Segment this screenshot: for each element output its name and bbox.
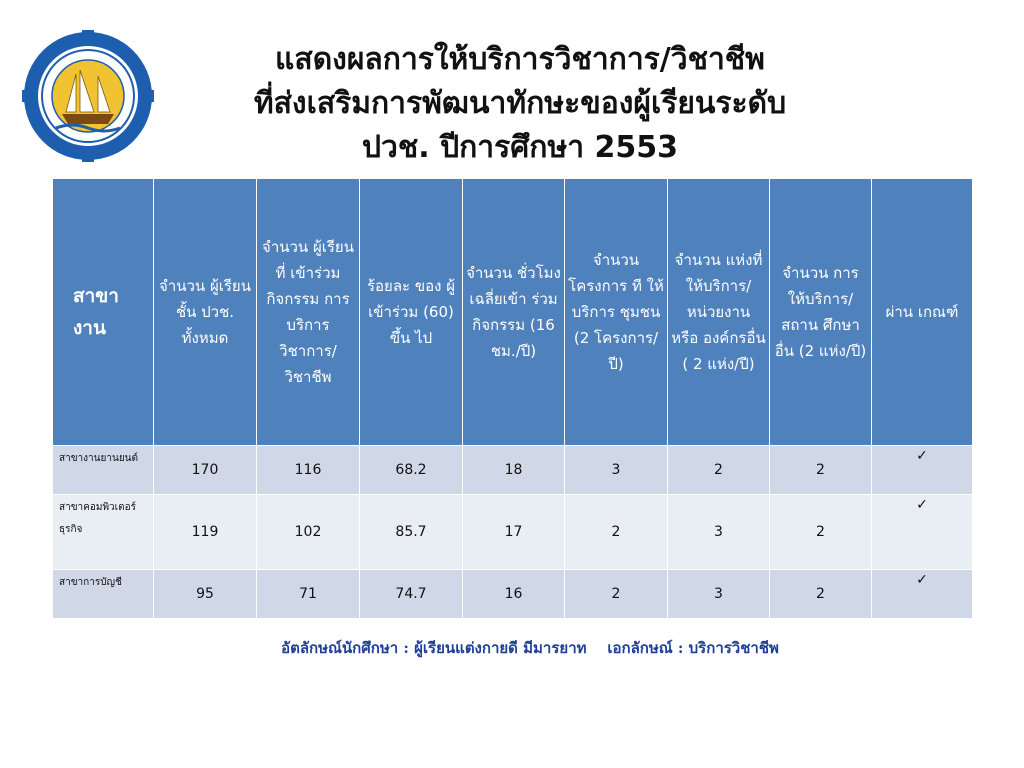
cell-joined: 116 xyxy=(257,446,360,495)
cell-percent: 74.7 xyxy=(360,570,463,619)
results-table xyxy=(52,178,973,619)
cell-total: 119 xyxy=(154,495,257,570)
cell-schools: 2 xyxy=(770,446,872,495)
checkmark-icon: ✓ xyxy=(872,570,973,619)
title-line-3: ปวช. ปีการศึกษา 2553 xyxy=(361,130,679,165)
cell-hours: 18 xyxy=(463,446,565,495)
page-title xyxy=(160,38,880,170)
school-logo xyxy=(22,30,154,162)
checkmark-icon: ✓ xyxy=(872,446,973,495)
identity-footer: อัตลักษณ์นักศึกษา : ผู้เรียนแต่งกายดี มีมารยาท เอกลักษณ์ : บริการวิชาชีพ xyxy=(281,639,779,657)
table-header-row xyxy=(53,179,973,446)
cell-hours: 16 xyxy=(463,570,565,619)
cell-projects: 2 xyxy=(565,495,668,570)
department-name: สาขาคอมพิวเตอร์ ธุรกิจ xyxy=(53,495,154,570)
cell-orgs: 3 xyxy=(668,570,770,619)
header-other-schools: จำนวน การ ให้บริการ/ สถาน ศึกษาอื่น (2 แห่ง/ปี) xyxy=(770,179,872,446)
department-name: สาขาการบัญชี xyxy=(53,570,154,619)
table-row xyxy=(53,446,973,495)
header-organizations: จำนวน แห่งที่ ให้บริการ/ หน่วยงาน หรือ องค์กรอื่น ( 2 แห่ง/ปี) xyxy=(668,179,770,446)
cell-total: 170 xyxy=(154,446,257,495)
table-row xyxy=(53,495,973,570)
cell-joined: 71 xyxy=(257,570,360,619)
header-joined-students: จำนวน ผู้เรียนที่ เข้าร่วม กิจกรรม การ บริการ วิชาการ/ วิชาชีพ xyxy=(257,179,360,446)
table-row xyxy=(53,570,973,619)
cell-projects: 3 xyxy=(565,446,668,495)
header-department: สาขา งาน xyxy=(53,179,154,446)
header-pass-criteria: ผ่าน เกณฑ์ xyxy=(872,179,973,446)
cell-orgs: 2 xyxy=(668,446,770,495)
header-avg-hours: จำนวน ชั่วโมง เฉลี่ยเข้า ร่วม กิจกรรม (16 ชม./ปี) xyxy=(463,179,565,446)
cell-percent: 68.2 xyxy=(360,446,463,495)
cell-hours: 17 xyxy=(463,495,565,570)
cell-joined: 102 xyxy=(257,495,360,570)
title-line-1: แสดงผลการให้บริการวิชาการ/วิชาชีพ xyxy=(275,42,765,77)
cell-schools: 2 xyxy=(770,495,872,570)
header-total-students: จำนวน ผู้เรียนชั้น ปวช. ทั้งหมด xyxy=(154,179,257,446)
cell-percent: 85.7 xyxy=(360,495,463,570)
cell-schools: 2 xyxy=(770,570,872,619)
department-name: สาขางานยานยนต์ xyxy=(53,446,154,495)
cell-projects: 2 xyxy=(565,570,668,619)
cell-orgs: 3 xyxy=(668,495,770,570)
title-line-2: ที่ส่งเสริมการพัฒนาทักษะของผู้เรียนระดับ xyxy=(253,86,787,121)
cell-total: 95 xyxy=(154,570,257,619)
header-percent: ร้อยละ ของ ผู้เข้าร่วม (60) ขึ้น ไป xyxy=(360,179,463,446)
checkmark-icon: ✓ xyxy=(872,495,973,570)
header-community-projects: จำนวน โครงการ ที ให้บริการ ชุมชน (2 โครงการ/ปี) xyxy=(565,179,668,446)
